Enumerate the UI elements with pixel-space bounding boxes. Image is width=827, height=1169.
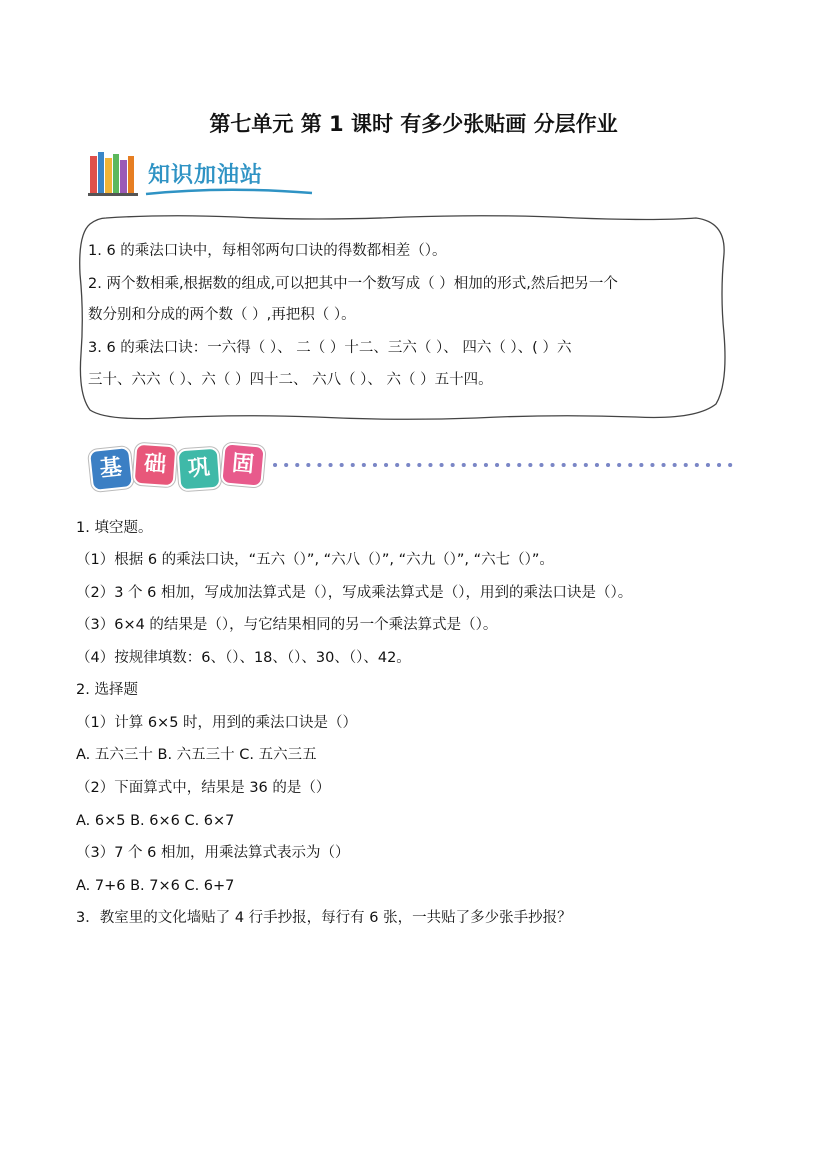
knowledge-line-1: 1. 6 的乘法口诀中，每相邻两句口诀的得数都相差（）。 [88,243,447,259]
basics-tile-3: 巩 [177,447,222,492]
basics-tile-1: 基 [88,446,134,492]
question-line-3: （2）3 个 6 相加，写成加法算式是（），写成乘法算式是（），用到的乘法口诀是（）。 [76,585,633,601]
question-line-1: 1. 填空题。 [76,520,153,536]
question-line-5: （4）按规律填数：6、（）、18、（）、30、（）、42。 [76,650,411,666]
books-icon [88,150,144,196]
dotted-line [272,461,742,469]
question-line-12: A. 7+6 B. 7×6 C. 6+7 [76,878,235,894]
knowledge-line-4: 3. 6 的乘法口诀：一六得（ ）、 二（ ）十二、三六（ ）、 四六（ ）、( ）六 [88,340,572,356]
knowledge-line-2: 2. 两个数相乘,根据数的组成,可以把其中一个数写成（ ）相加的形式,然后把另一个 [88,276,618,292]
question-line-9: （2）下面算式中，结果是 36 的是（） [76,780,331,796]
page-title: 第七单元 第 1 课时 有多少张贴画 分层作业 [209,112,618,136]
basics-tile-4: 固 [220,442,266,488]
question-line-4: （3）6×4 的结果是（），与它结果相同的另一个乘法算式是（）。 [76,617,498,633]
question-line-6: 2. 选择题 [76,682,138,698]
question-line-10: A. 6×5 B. 6×6 C. 6×7 [76,813,235,829]
question-line-7: （1）计算 6×5 时，用到的乘法口诀是（） [76,715,358,731]
question-line-13: 3．教室里的文化墙贴了 4 行手抄报，每行有 6 张，一共贴了多少张手抄报？ [76,910,572,926]
knowledge-banner [88,150,318,198]
banner-swoosh [144,188,314,198]
knowledge-line-5: 三十、六六（ ）、六（ ）四十二、 六八（ ）、 六（ ）五十四。 [88,372,493,388]
knowledge-line-3: 数分别和分成的两个数（ ）,再把积（ ）。 [88,307,356,323]
basics-banner [86,440,746,496]
question-line-2: （1）根据 6 的乘法口诀，“五六（）”, “六八（）”, “六九（）”, “六七（）”。 [76,552,554,568]
basics-tile-2: 础 [133,443,178,488]
question-line-8: A. 五六三十 B. 六五三十 C. 五六三五 [76,747,317,763]
knowledge-banner-title: 知识加油站 [148,163,264,188]
question-line-11: （3）7 个 6 相加，用乘法算式表示为（） [76,845,350,861]
